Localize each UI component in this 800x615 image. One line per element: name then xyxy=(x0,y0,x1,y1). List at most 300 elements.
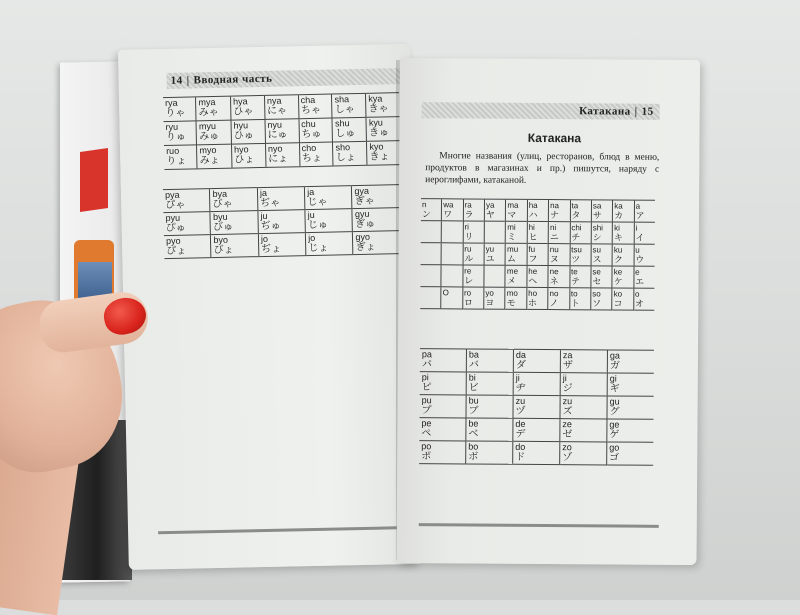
kana-glyph: パ xyxy=(422,360,464,369)
romaji-label: hya xyxy=(233,97,262,107)
syllable-cell xyxy=(591,266,613,288)
romaji-label: ku xyxy=(614,245,632,254)
romaji-label: ge xyxy=(609,420,651,429)
table-row xyxy=(164,231,400,259)
romaji-label: bu xyxy=(469,396,511,405)
romaji-label: a xyxy=(636,202,654,211)
syllable-cell xyxy=(634,222,655,244)
table-row xyxy=(421,199,655,223)
syllable-cell xyxy=(560,442,607,465)
kana-glyph: にゅ xyxy=(268,130,297,140)
romaji-label: cha xyxy=(301,96,330,106)
kana-glyph: ポ xyxy=(421,452,463,461)
romaji-label: ma xyxy=(507,201,525,210)
table-row xyxy=(420,287,654,311)
syllable-cell xyxy=(506,221,528,243)
romaji-label: bya xyxy=(212,189,255,199)
kana-glyph: メ xyxy=(507,277,525,286)
kana-glyph: ぢゅ xyxy=(261,221,303,231)
romaji-label: pe xyxy=(421,419,463,428)
romaji-label: to xyxy=(571,289,589,298)
syllable-cell xyxy=(419,395,466,418)
romaji-label: ke xyxy=(614,267,632,276)
kana-glyph: ボ xyxy=(468,452,510,461)
syllable-cell xyxy=(484,221,506,243)
syllable-cell xyxy=(299,118,333,143)
syllable-cell xyxy=(527,265,549,287)
kana-glyph: ヒ xyxy=(529,233,547,242)
syllable-cell xyxy=(419,418,466,441)
kana-glyph: ひゅ xyxy=(234,131,263,141)
romaji-label: nyu xyxy=(267,120,296,130)
syllable-cell xyxy=(513,441,560,464)
syllable-cell xyxy=(634,200,655,222)
romaji-label: ko xyxy=(614,289,632,298)
syllable-cell xyxy=(264,95,298,120)
syllable-cell xyxy=(607,419,654,442)
kana-glyph: ハ xyxy=(529,211,547,220)
romaji-label: do xyxy=(515,443,557,452)
syllable-cell xyxy=(298,94,332,119)
romaji-label: pa xyxy=(422,350,464,359)
syllable-cell xyxy=(466,418,513,441)
syllable-cell xyxy=(560,350,607,373)
romaji-label: na xyxy=(550,201,568,210)
syllable-cell xyxy=(421,243,442,265)
syllable-cell xyxy=(560,396,607,419)
left-page-footer-rule xyxy=(158,526,408,534)
kana-glyph: にょ xyxy=(268,154,297,164)
syllable-cell xyxy=(591,244,613,266)
romaji-label: ja xyxy=(307,187,349,197)
romaji-label: shu xyxy=(335,119,364,129)
kana-glyph: セ xyxy=(592,277,610,286)
syllable-cell xyxy=(257,187,305,211)
syllable-cell xyxy=(527,199,549,221)
kana-glyph: ガ xyxy=(610,361,652,370)
syllable-cell xyxy=(634,266,655,288)
syllable-cell xyxy=(466,441,513,464)
kana-glyph: ぢょ xyxy=(261,244,303,254)
syllable-cell xyxy=(612,288,634,310)
kana-glyph: バ xyxy=(469,360,511,369)
syllable-cell xyxy=(570,222,592,244)
syllable-cell xyxy=(421,199,442,221)
left-page xyxy=(118,44,421,570)
kana-glyph: テ xyxy=(571,277,589,286)
syllable-cell xyxy=(353,231,401,255)
syllable-cell xyxy=(463,265,485,287)
kana-glyph: ナ xyxy=(550,211,568,220)
romaji-label: ba xyxy=(469,350,511,359)
syllable-cell xyxy=(549,200,571,222)
romaji-label: mo xyxy=(507,289,525,298)
table-row xyxy=(421,243,655,267)
romaji-label: sho xyxy=(335,143,364,153)
kana-glyph: マ xyxy=(507,211,525,220)
romaji-label: ze xyxy=(562,420,604,429)
kana-glyph: りょ xyxy=(166,156,195,166)
kana-glyph: ぎょ xyxy=(356,242,399,252)
romaji-label: pyo xyxy=(166,236,209,246)
romaji-label: shi xyxy=(593,223,611,232)
syllable-cell xyxy=(548,266,570,288)
kana-glyph: モ xyxy=(507,299,525,308)
syllable-cell xyxy=(612,266,634,288)
syllable-cell xyxy=(305,186,353,210)
kana-glyph: ン xyxy=(422,210,440,219)
kana-glyph: しょ xyxy=(336,153,365,163)
kana-glyph: ぎゃ xyxy=(355,196,398,206)
kana-glyph: ひょ xyxy=(234,155,263,165)
kana-glyph: ワ xyxy=(443,210,461,219)
romaji-label: O xyxy=(443,288,461,297)
syllable-cell xyxy=(527,221,549,243)
syllable-cell xyxy=(569,288,591,310)
romaji-label: nu xyxy=(550,245,568,254)
kana-glyph: ツ xyxy=(571,255,589,264)
romaji-label: bo xyxy=(468,442,510,451)
syllable-cell xyxy=(265,143,299,168)
romaji-label: ju xyxy=(260,211,302,221)
syllable-cell xyxy=(231,143,265,168)
kana-glyph: ジ xyxy=(563,384,605,393)
kana-glyph: ぴゅ xyxy=(166,223,209,233)
kana-glyph: チ xyxy=(571,233,589,242)
romaji-label: kya xyxy=(368,94,397,104)
kana-glyph: ウ xyxy=(635,256,653,265)
kana-glyph: ひゃ xyxy=(233,107,262,117)
romaji-label: myo xyxy=(199,146,229,156)
kana-glyph: ゴ xyxy=(609,453,651,462)
syllable-cell xyxy=(569,266,591,288)
kana-glyph: ちゅ xyxy=(301,130,330,140)
kana-glyph: ぢゃ xyxy=(260,198,302,208)
kana-glyph: ギ xyxy=(610,384,652,393)
romaji-label: te xyxy=(571,267,589,276)
romaji-label: mi xyxy=(507,223,525,232)
romaji-label: ja xyxy=(260,188,302,198)
header-divider: | xyxy=(635,106,638,118)
kana-glyph: ヨ xyxy=(485,299,503,308)
syllable-cell xyxy=(441,221,463,243)
kana-glyph: じゅ xyxy=(308,220,350,230)
romaji-label: ki xyxy=(614,223,632,232)
kana-glyph: ノ xyxy=(549,299,567,308)
cover-red-stripe xyxy=(80,148,108,212)
romaji-label: he xyxy=(528,267,546,276)
kana-glyph: きょ xyxy=(370,152,399,162)
kana-glyph: しゃ xyxy=(335,105,364,115)
romaji-label: ra xyxy=(465,200,483,209)
kana-glyph: みゅ xyxy=(199,132,229,142)
right-page xyxy=(396,58,700,565)
syllable-cell xyxy=(332,117,366,142)
syllable-cell xyxy=(513,395,560,418)
kana-glyph: オ xyxy=(635,300,653,309)
syllable-cell xyxy=(484,287,506,309)
syllable-cell xyxy=(197,144,232,169)
romaji-label: pi xyxy=(422,373,464,382)
romaji-label: mya xyxy=(198,98,228,108)
syllable-cell xyxy=(210,188,258,212)
romaji-label: hi xyxy=(529,223,547,232)
kana-glyph: ザ xyxy=(563,361,605,370)
kana-glyph: ビ xyxy=(469,383,511,392)
left-page-header-title: Вводная часть xyxy=(193,73,272,87)
romaji-label: ryu xyxy=(166,122,195,132)
romaji-label: myu xyxy=(199,122,229,132)
syllable-cell xyxy=(548,288,570,310)
romaji-label: so xyxy=(592,289,610,298)
katakana-dakuon-table xyxy=(419,348,654,466)
syllable-cell xyxy=(421,221,442,243)
kana-glyph: にゃ xyxy=(267,106,296,116)
syllable-cell xyxy=(462,287,484,309)
kana-glyph: ケ xyxy=(614,277,632,286)
syllable-cell xyxy=(513,349,560,372)
romaji-label: re xyxy=(464,266,482,275)
romaji-label: n xyxy=(422,200,440,209)
syllable-cell xyxy=(419,441,466,464)
kana-glyph: ム xyxy=(507,255,525,264)
syllable-cell xyxy=(570,200,592,222)
table-row xyxy=(419,395,653,420)
yoon-table-2 xyxy=(163,184,400,259)
syllable-cell xyxy=(332,93,366,118)
romaji-label: i xyxy=(635,224,653,233)
syllable-cell xyxy=(527,243,549,265)
syllable-cell xyxy=(607,350,654,373)
syllable-cell xyxy=(420,349,467,372)
kana-glyph: グ xyxy=(609,407,651,416)
syllable-cell xyxy=(463,221,485,243)
romaji-label: su xyxy=(593,245,611,254)
syllable-cell xyxy=(548,244,570,266)
section-title: Катакана xyxy=(439,130,669,146)
romaji-label: hyu xyxy=(234,121,263,131)
syllable-cell xyxy=(258,233,306,257)
romaji-label: gya xyxy=(354,186,397,196)
table-row xyxy=(419,441,653,466)
syllable-cell xyxy=(633,288,654,310)
syllable-cell xyxy=(305,209,353,233)
syllable-cell xyxy=(505,265,527,287)
romaji-label: zu xyxy=(516,397,558,406)
syllable-cell xyxy=(612,244,634,266)
kana-glyph: ヂ xyxy=(516,384,558,393)
table-row xyxy=(420,372,654,397)
kana-glyph: ぴゃ xyxy=(165,200,208,210)
kana-glyph: ス xyxy=(592,255,610,264)
kana-glyph: ク xyxy=(614,255,632,264)
kana-glyph: ぎゅ xyxy=(355,219,398,229)
romaji-label: ju xyxy=(308,210,350,220)
kana-glyph: びゅ xyxy=(213,222,256,232)
romaji-label: da xyxy=(516,351,558,360)
kana-glyph: しゅ xyxy=(335,129,364,139)
romaji-label: se xyxy=(592,267,610,276)
romaji-label: ya xyxy=(486,201,504,210)
syllable-cell xyxy=(591,200,613,222)
romaji-label: gi xyxy=(610,374,652,383)
syllable-cell xyxy=(591,288,613,310)
romaji-label: wa xyxy=(443,200,461,209)
table-row xyxy=(419,418,653,443)
syllable-cell xyxy=(163,97,196,122)
syllable-cell xyxy=(164,145,197,170)
romaji-label: tsu xyxy=(571,245,589,254)
syllable-cell xyxy=(484,265,506,287)
kana-glyph: イ xyxy=(635,234,653,243)
table-row xyxy=(421,221,655,245)
kana-glyph: ダ xyxy=(516,361,558,370)
romaji-label: zo xyxy=(562,443,604,452)
syllable-cell xyxy=(607,373,654,396)
romaji-label: kyu xyxy=(369,118,398,128)
syllable-cell xyxy=(366,93,400,118)
kana-glyph: ピ xyxy=(422,383,464,392)
romaji-label: no xyxy=(549,289,567,298)
syllable-cell xyxy=(591,222,613,244)
kana-glyph: シ xyxy=(593,233,611,242)
syllable-cell xyxy=(441,287,463,309)
kana-glyph: びゃ xyxy=(213,199,256,209)
syllable-cell xyxy=(527,287,549,309)
kana-glyph: ト xyxy=(571,299,589,308)
romaji-label: byu xyxy=(213,212,256,222)
syllable-cell xyxy=(570,244,592,266)
right-page-header xyxy=(422,102,660,120)
romaji-label: gu xyxy=(610,397,652,406)
header-divider: | xyxy=(187,75,190,87)
syllable-cell xyxy=(484,243,506,265)
kana-glyph: きゃ xyxy=(368,104,397,114)
romaji-label: ta xyxy=(571,201,589,210)
romaji-label: nyo xyxy=(268,144,297,154)
kana-glyph: ズ xyxy=(563,407,605,416)
syllable-cell xyxy=(163,189,210,213)
syllable-cell xyxy=(484,199,506,221)
kana-glyph: キ xyxy=(614,233,632,242)
kana-glyph: リ xyxy=(464,232,482,241)
syllable-cell xyxy=(258,210,306,234)
kana-glyph: じょ xyxy=(308,243,350,253)
left-page-number: 14 xyxy=(171,75,183,87)
kana-glyph: きゅ xyxy=(369,128,398,138)
syllable-cell xyxy=(560,373,607,396)
kana-glyph: ネ xyxy=(550,277,568,286)
yoon-table-1 xyxy=(163,92,400,170)
syllable-cell xyxy=(441,243,463,265)
kana-glyph: ヘ xyxy=(528,277,546,286)
kana-glyph: ロ xyxy=(464,298,482,307)
syllable-cell xyxy=(333,141,367,166)
syllable-cell xyxy=(463,199,485,221)
kana-glyph: ゾ xyxy=(562,453,604,462)
romaji-label: pu xyxy=(422,396,464,405)
romaji-label: kyo xyxy=(369,142,398,152)
syllable-cell xyxy=(466,372,513,395)
kana-glyph: ユ xyxy=(486,255,504,264)
romaji-label: jo xyxy=(261,234,303,244)
syllable-cell xyxy=(196,96,231,121)
romaji-label: me xyxy=(507,267,525,276)
kana-glyph: ちゃ xyxy=(301,106,330,116)
kana-glyph: ブ xyxy=(469,406,511,415)
romaji-label: yu xyxy=(486,245,504,254)
syllable-cell xyxy=(352,208,400,232)
kana-glyph: エ xyxy=(635,278,653,287)
romaji-label: ru xyxy=(464,244,482,253)
syllable-cell xyxy=(613,200,635,222)
kana-glyph: じゃ xyxy=(307,197,349,207)
kana-glyph: ゲ xyxy=(609,430,651,439)
romaji-label: mu xyxy=(507,245,525,254)
romaji-label: ruo xyxy=(166,146,195,156)
romaji-label: ho xyxy=(528,289,546,298)
kana-glyph: みゃ xyxy=(199,108,229,118)
romaji-label: u xyxy=(635,246,653,255)
romaji-label: sa xyxy=(593,201,611,210)
kana-glyph: ル xyxy=(464,254,482,263)
table-row xyxy=(420,349,654,374)
syllable-cell xyxy=(420,372,467,395)
kana-glyph: コ xyxy=(614,299,632,308)
romaji-label: ji xyxy=(516,374,558,383)
romaji-label: zu xyxy=(563,397,605,406)
kana-glyph: ラ xyxy=(465,210,483,219)
romaji-label: ri xyxy=(464,222,482,231)
kana-glyph: みょ xyxy=(200,156,230,166)
romaji-label: byo xyxy=(213,235,256,245)
katakana-gojuon-table xyxy=(420,198,655,311)
syllable-cell xyxy=(441,265,463,287)
syllable-cell xyxy=(466,395,513,418)
romaji-label: za xyxy=(563,351,605,360)
kana-glyph: ヤ xyxy=(486,211,504,220)
kana-glyph: サ xyxy=(593,211,611,220)
romaji-label: ro xyxy=(464,288,482,297)
kana-glyph: ちょ xyxy=(302,154,331,164)
syllable-cell xyxy=(366,117,400,142)
romaji-label: e xyxy=(635,268,653,277)
syllable-cell xyxy=(505,243,527,265)
kana-glyph: カ xyxy=(614,211,632,220)
syllable-cell xyxy=(231,119,265,144)
syllable-cell xyxy=(420,287,441,309)
romaji-label: sha xyxy=(334,95,363,105)
romaji-label: pya xyxy=(165,190,208,200)
syllable-cell xyxy=(634,244,655,266)
romaji-label: gyu xyxy=(355,209,398,219)
syllable-cell xyxy=(442,199,464,221)
kana-glyph: ミ xyxy=(507,233,525,242)
kana-glyph: デ xyxy=(515,430,557,439)
kana-glyph: ソ xyxy=(592,299,610,308)
kana-glyph: レ xyxy=(464,276,482,285)
syllable-cell xyxy=(164,235,211,259)
kana-glyph: ベ xyxy=(468,429,510,438)
table-row xyxy=(164,141,400,170)
romaji-label: ha xyxy=(529,201,547,210)
kana-glyph: ア xyxy=(636,212,654,221)
syllable-cell xyxy=(505,287,527,309)
table-row xyxy=(420,265,654,289)
romaji-label: pyu xyxy=(165,213,208,223)
kana-glyph: ペ xyxy=(421,429,463,438)
syllable-cell xyxy=(607,396,654,419)
